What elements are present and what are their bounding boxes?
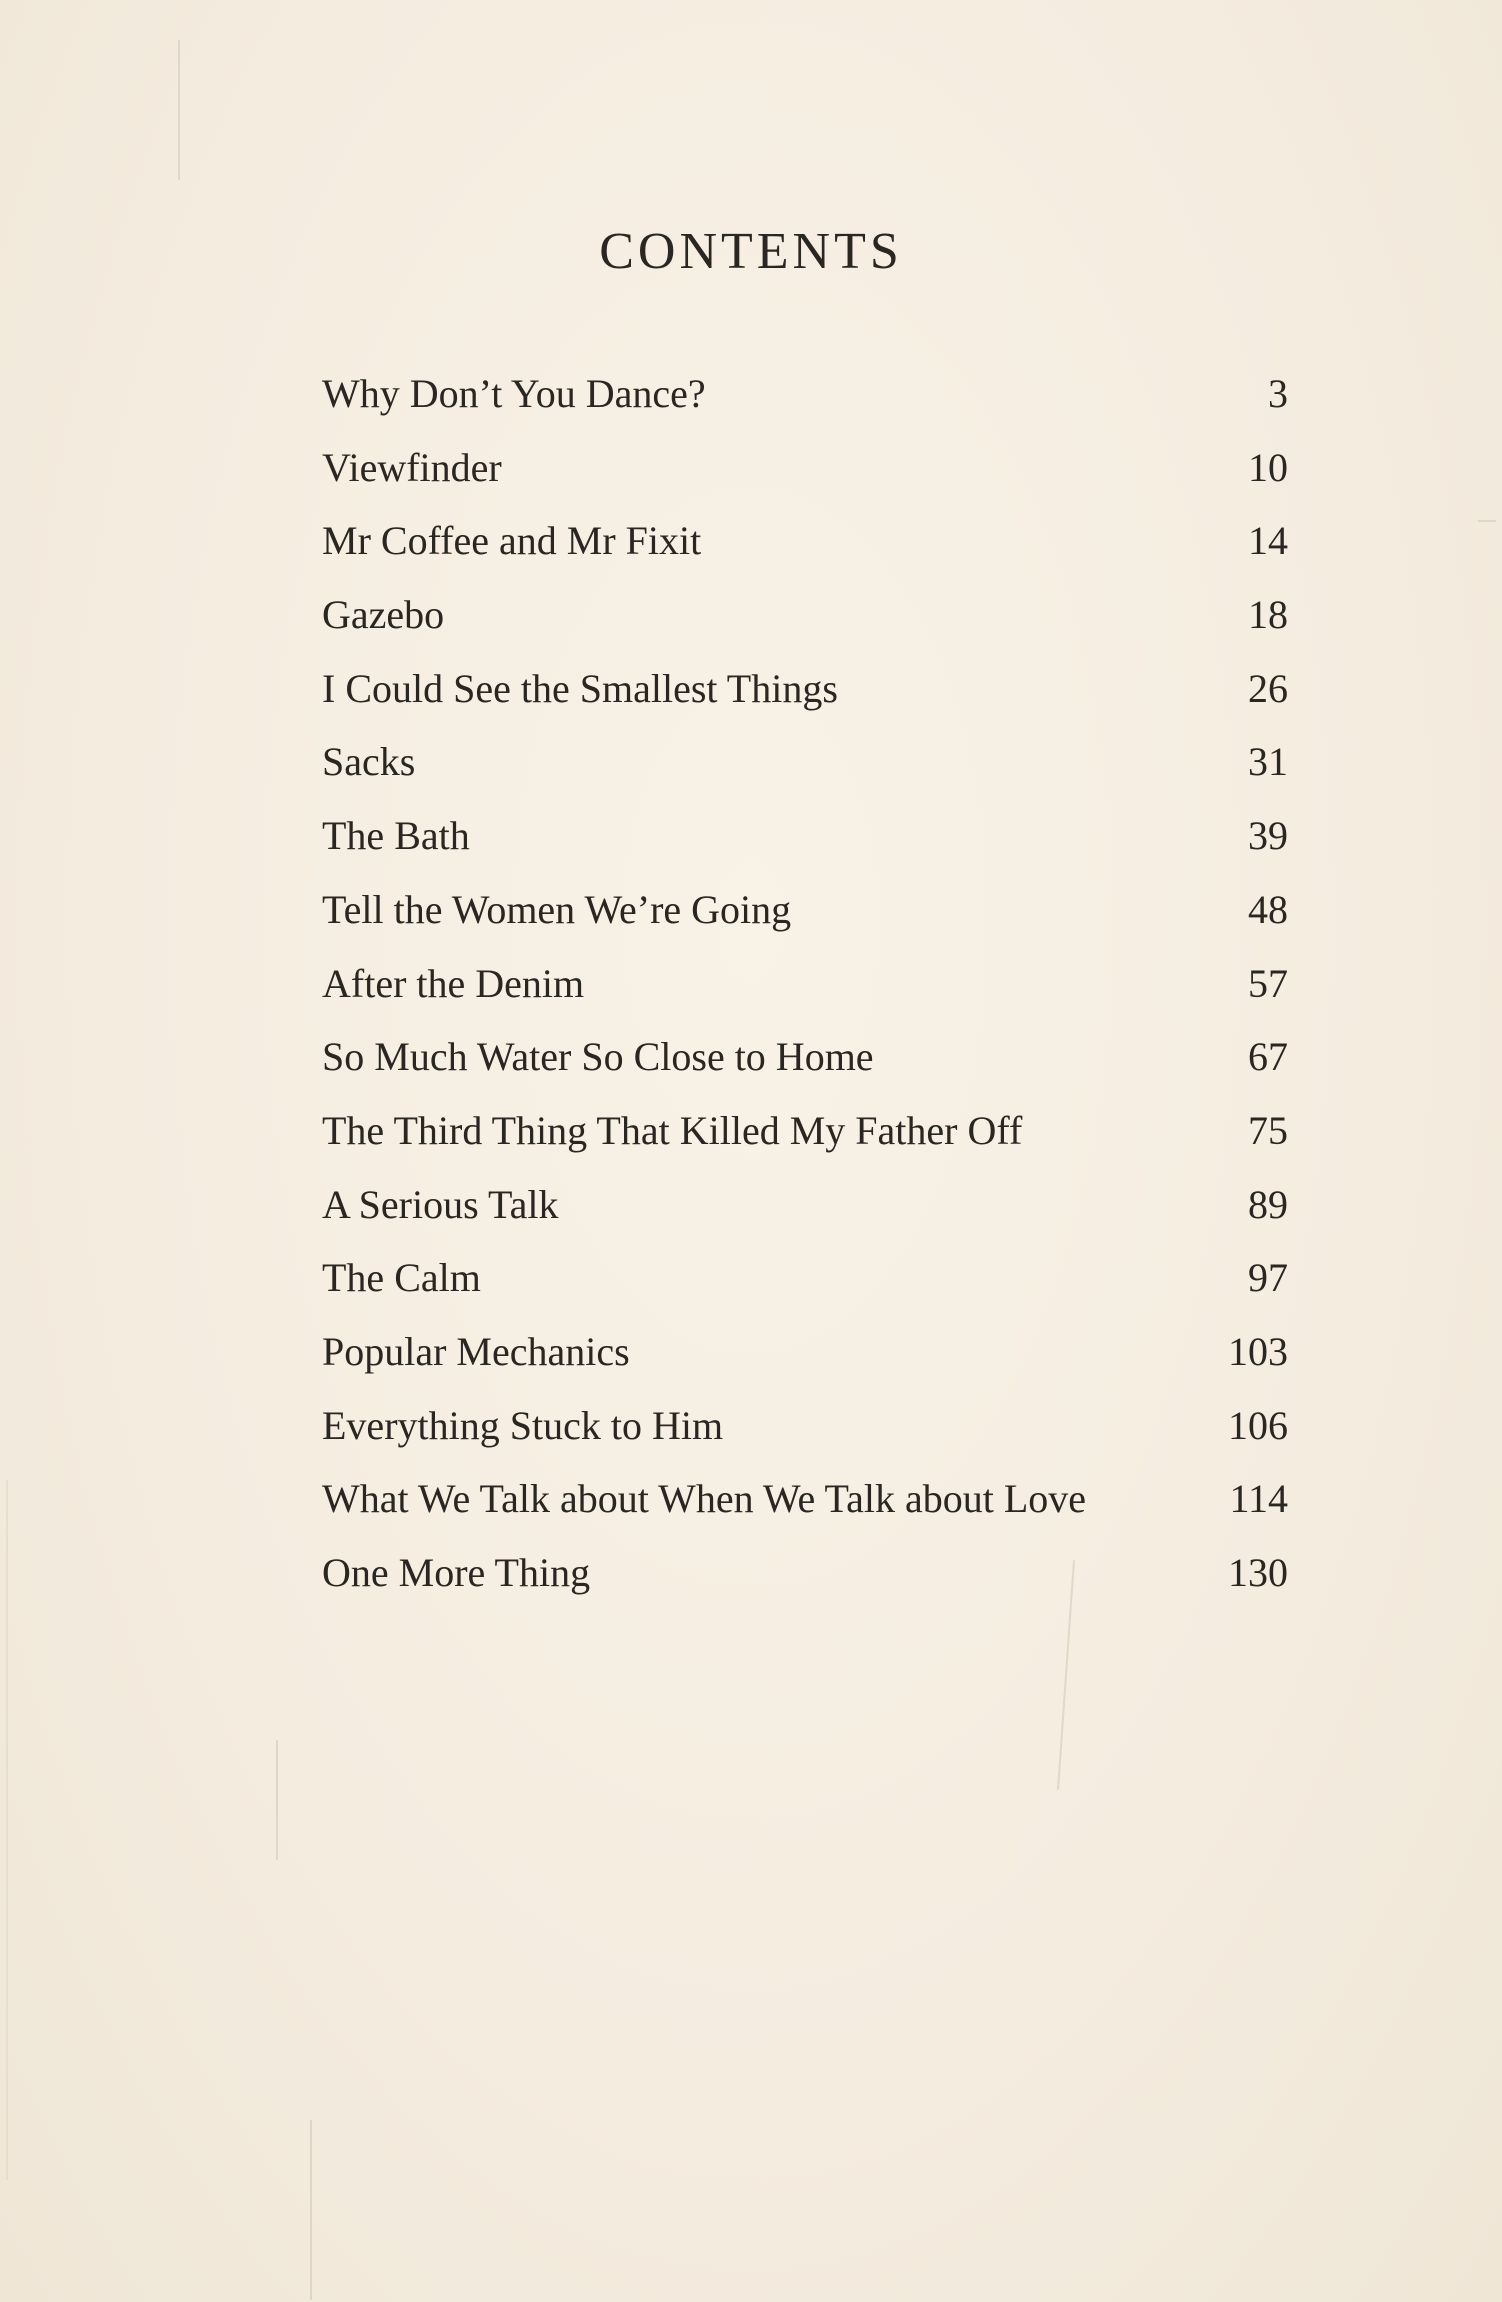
toc-entry-page-number: 75	[1248, 1107, 1288, 1153]
toc-entry-page-number: 130	[1228, 1550, 1288, 1595]
toc-entry	[322, 1328, 1292, 1402]
toc-entry-page-number: 14	[1248, 518, 1288, 564]
toc-entry-title: Mr Coffee and Mr Fixit	[322, 518, 702, 564]
paper-mark	[310, 2120, 312, 2300]
toc-entry-title: One More Thing	[322, 1550, 591, 1595]
toc-entry	[322, 517, 1292, 591]
toc-entry-title: The Third Thing That Killed My Father Off	[322, 1107, 1023, 1153]
toc-entry-title: Sacks	[322, 739, 416, 785]
toc-entry	[322, 665, 1292, 739]
paper-mark	[178, 40, 180, 180]
toc-entry	[322, 370, 1292, 444]
toc-entry	[322, 738, 1292, 812]
toc-entry-page-number: 57	[1248, 960, 1288, 1006]
toc-entry-title: So Much Water So Close to Home	[322, 1034, 874, 1080]
page-title: CONTENTS	[599, 223, 903, 280]
toc-entry	[322, 1107, 1292, 1181]
toc-entry-page-number: 10	[1248, 444, 1288, 490]
toc-entry	[322, 960, 1292, 1034]
toc-entry	[322, 812, 1292, 886]
toc-entry	[322, 1181, 1292, 1255]
toc-entry	[322, 1475, 1292, 1549]
toc-entry-title: What We Talk about When We Talk about Love	[322, 1476, 1087, 1522]
toc-entry-page-number: 39	[1248, 813, 1288, 859]
toc-entry-page-number: 26	[1248, 665, 1288, 711]
toc-entry-title: The Bath	[322, 813, 470, 859]
toc-entry-page-number: 48	[1248, 886, 1288, 932]
table-of-contents	[322, 370, 1292, 1623]
toc-entry	[322, 591, 1292, 665]
toc-entry-page-number: 106	[1228, 1402, 1288, 1448]
toc-entry-title: After the Denim	[322, 960, 585, 1006]
toc-entry-page-number: 31	[1248, 739, 1288, 785]
toc-entry-page-number: 114	[1229, 1476, 1288, 1522]
toc-entry-page-number: 89	[1248, 1181, 1288, 1227]
toc-entry-title: The Calm	[322, 1255, 481, 1301]
toc-entry-title: Viewfinder	[322, 444, 502, 490]
paper-mark	[6, 1480, 8, 2180]
toc-entry-title: Why Don’t You Dance?	[322, 371, 706, 416]
toc-entry	[322, 444, 1292, 518]
paper-mark	[276, 1740, 278, 1860]
toc-entry	[322, 886, 1292, 960]
toc-entry-title: I Could See the Smallest Things	[322, 665, 838, 711]
toc-entry-title: Gazebo	[322, 592, 445, 638]
paper-mark	[1478, 520, 1496, 522]
toc-entry-title: A Serious Talk	[322, 1181, 559, 1227]
toc-entry-page-number: 67	[1248, 1034, 1288, 1080]
toc-entry-title: Popular Mechanics	[322, 1328, 630, 1374]
toc-entry-page-number: 3	[1268, 371, 1288, 416]
toc-entry-page-number: 97	[1248, 1255, 1288, 1301]
toc-entry-title: Tell the Women We’re Going	[322, 886, 792, 932]
toc-entry	[322, 1402, 1292, 1476]
toc-entry	[322, 1254, 1292, 1328]
toc-entry-title: Everything Stuck to Him	[322, 1402, 724, 1448]
toc-entry-page-number: 103	[1228, 1328, 1288, 1374]
toc-entry	[322, 1549, 1292, 1623]
toc-entry	[322, 1033, 1292, 1107]
toc-entry-page-number: 18	[1248, 592, 1288, 638]
